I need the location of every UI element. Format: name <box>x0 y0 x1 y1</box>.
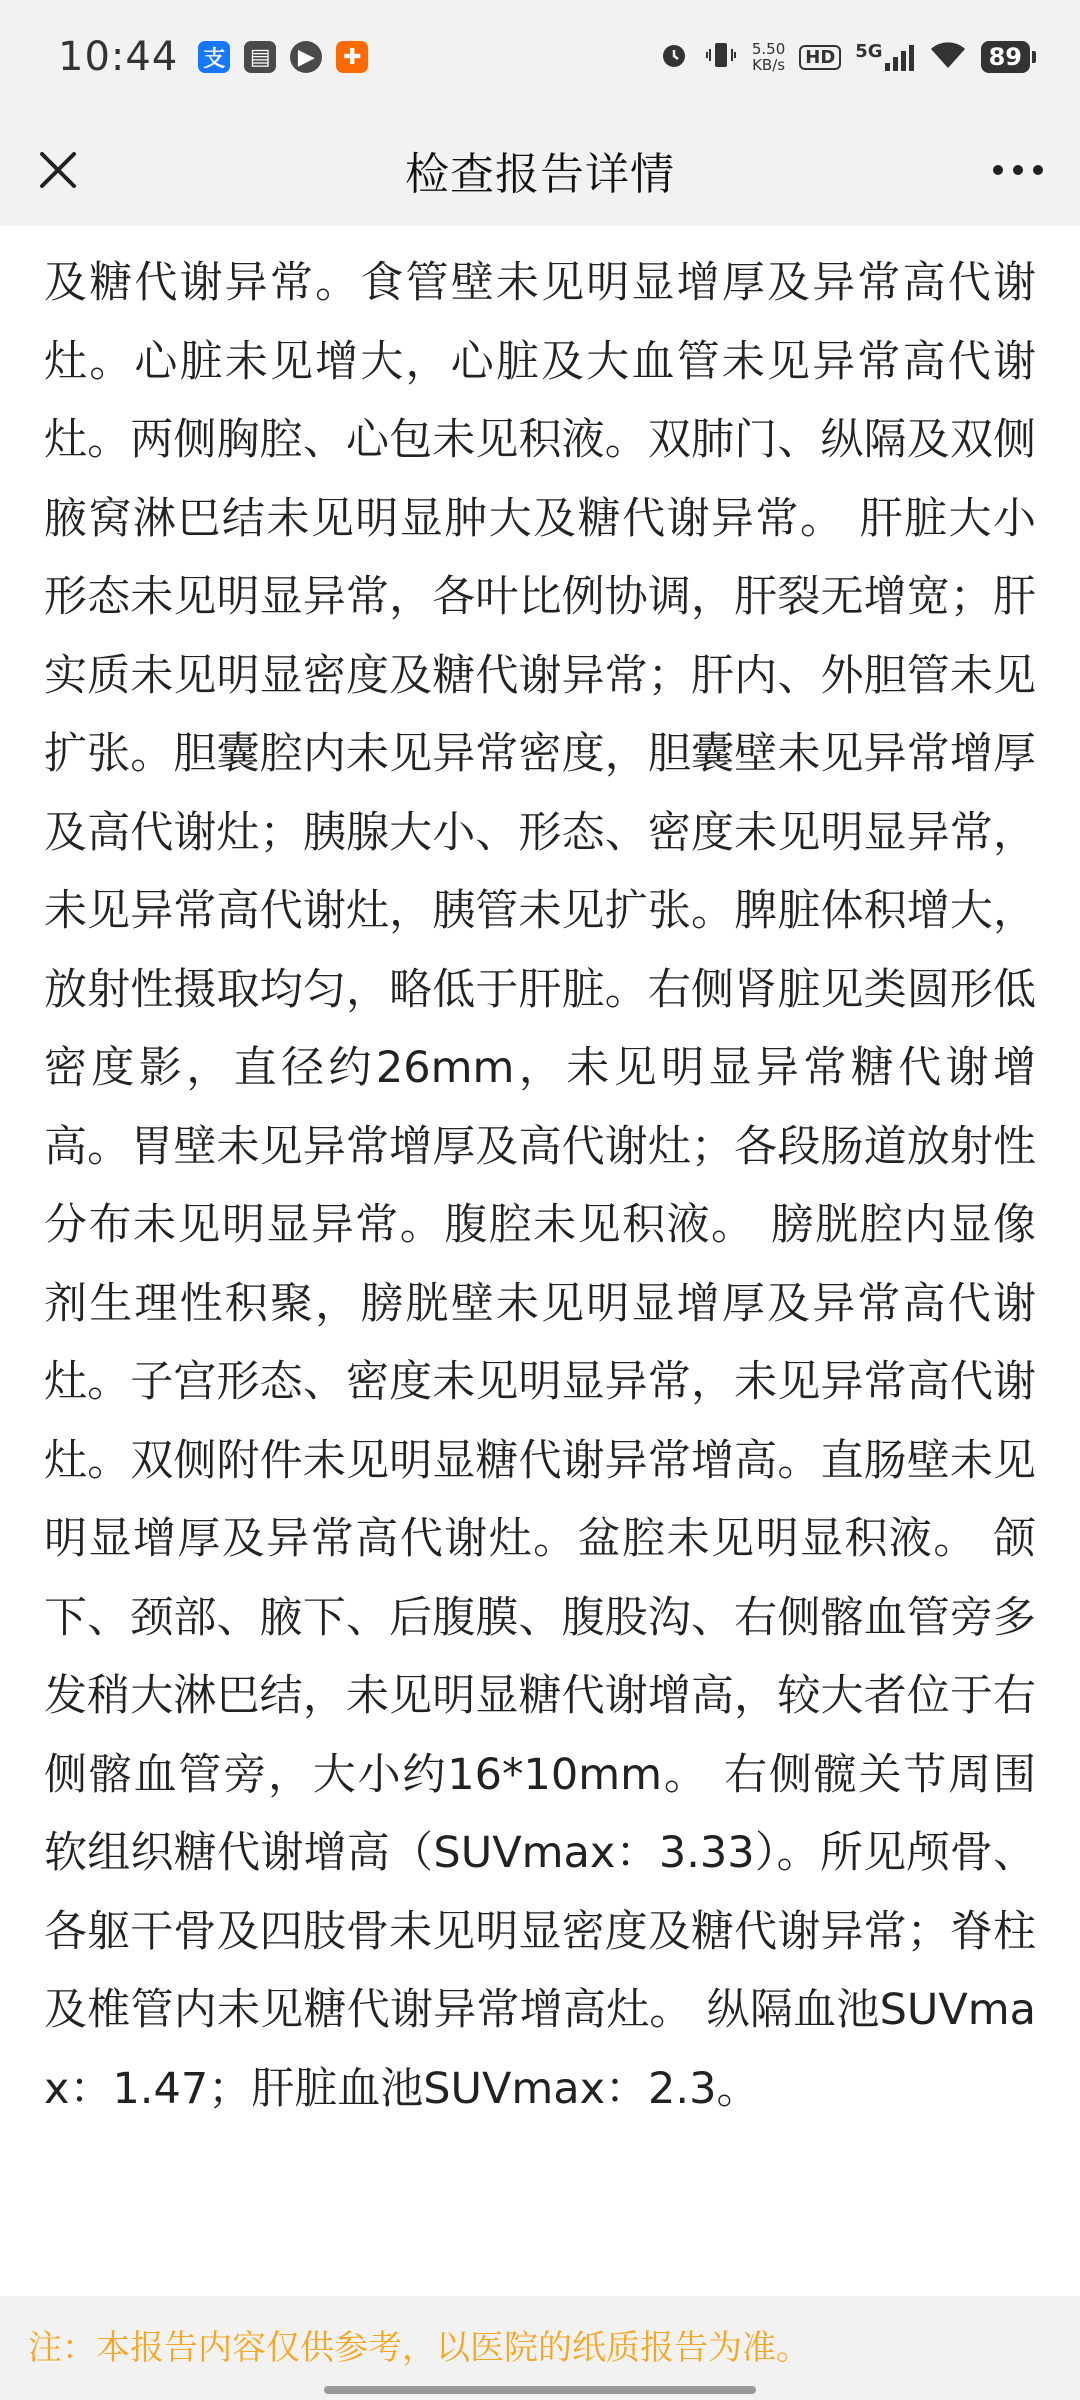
network-type-label: 5G <box>855 41 883 62</box>
alarm-icon <box>658 39 690 75</box>
shop-icon: ✚ <box>336 41 368 73</box>
cellular-signal-icon <box>855 43 914 71</box>
close-icon <box>38 150 78 190</box>
navigation-bar <box>0 114 1080 226</box>
status-time: 10:44 <box>58 34 179 80</box>
status-bar <box>0 0 1080 114</box>
disclaimer-footer <box>0 2296 1080 2400</box>
close-button[interactable] <box>30 142 86 198</box>
more-options-button[interactable] <box>984 142 1052 198</box>
video-icon: ▶ <box>290 41 322 73</box>
report-findings-text: 及糖代谢异常。食管壁未见明显增厚及异常高代谢灶。心脏未见增大，心脏及大血管未见异常高代谢灶。两侧胸腔、心包未见积液。双肺门、纵隔及双侧腋窝淋巴结未见明显肿大及糖代谢异常。 肝脏大小形态未见明显异常，各叶比例协调，肝裂无增宽；肝实质未见明显密度及糖代谢异常；肝内、外胆管未见扩张。胆囊腔内未见异常密度，胆囊壁未见异常增厚及高代谢灶；胰腺大小、形态、密度未见明显异常，未见异常高代谢灶，胰管未见扩张。脾脏体积增大，放射性摄取均匀，略低于肝脏。右侧肾脏见类圆形低密度影，直径约26mm，未见明显异常糖代谢增高。胃壁未见异常增厚及高代谢灶；各段肠道放射性分布未见明显异常。腹腔未见积液。 膀胱腔内显像剂生理性积聚，膀胱壁未见明显增厚及异常高代谢灶。子宫形态、密度未见明显异常，未见异常高代谢灶。双侧附件未见明显糖代谢异常增高。直肠壁未见明显增厚及异常高代谢灶。盆腔未见明显积液。 颌下、颈部、腋下、后腹膜、腹股沟、右侧髂血管旁多发稍大淋巴结，未见明显糖代谢增高，较大者位于右侧髂血管旁，大小约16*10mm。 右侧髋关节周围软组织糖代谢增高（SUVmax：3.33）。所见颅骨、各躯干骨及四肢骨未见明显密度及糖代谢异常；脊柱及椎管内未见糖代谢异常增高灶。 纵隔血池SUVmax：1.47；肝脏血池SUVmax：2.3。 <box>44 258 1036 2114</box>
disclaimer-text: 注：本报告内容仅供参考，以医院的纸质报告为准。 <box>28 2328 810 2368</box>
page-title: 检查报告详情 <box>405 149 675 200</box>
network-speed: 5.50 KB/s <box>751 40 786 74</box>
hd-badge: HD <box>799 45 841 70</box>
wallet-icon: ▤ <box>244 41 276 73</box>
notification-icons <box>198 41 368 73</box>
report-content[interactable] <box>0 226 1080 2296</box>
home-indicator[interactable] <box>324 2386 756 2394</box>
alipay-icon: 支 <box>198 41 230 73</box>
system-status-icons <box>658 39 1030 75</box>
battery-indicator: 89 <box>981 41 1030 73</box>
vibrate-icon <box>704 39 738 75</box>
more-icon <box>990 163 1046 177</box>
wifi-icon <box>929 40 967 74</box>
